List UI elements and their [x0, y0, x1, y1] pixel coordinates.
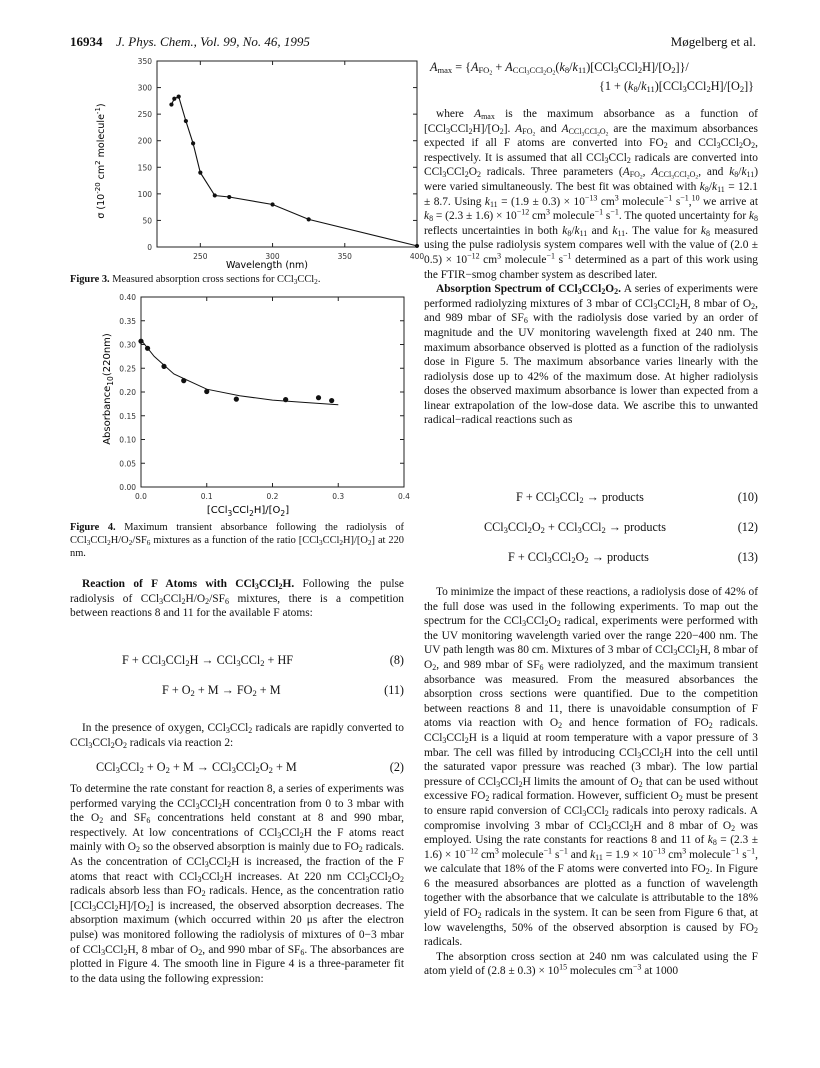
figure-4-x-axis-label: $[CCl_3CCl_2H]/[O_2]$: [206, 505, 290, 518]
fig4-x-tick-label: 0.2: [266, 492, 279, 501]
figure-3-x-axis-label: Wavelength (nm): [225, 260, 309, 271]
fig3-y-tick-label: 200: [137, 136, 152, 146]
equation-amax-line-2: $\{1 + (k_8/k_{11})[CCl_3CCl_2H]/[O_2]\}$: [599, 79, 754, 95]
fig4-y-tick-label: 0.00: [119, 483, 136, 492]
fig4-x-tick-label: 0.3: [332, 492, 345, 501]
equation-2-number: (2): [389, 760, 404, 774]
figure-3-y-axis-label: σ ($10^{-20}$ $cm^2$ molecule$^{-1}$): [94, 103, 107, 219]
fig3-x-tick-label: 400: [409, 252, 425, 261]
equation-2: [70, 760, 404, 778]
figure-4-data-point: [145, 346, 150, 351]
right-column-text-1: [424, 107, 758, 428]
figure-4-data-point: [316, 395, 321, 400]
figure-3-series-line: [171, 97, 417, 246]
paragraph-reaction-f-atoms: Reaction of F Atoms with CCl$_3$CCl$_2$H. Following the pulse radiolysis of $CCl_3CCl_2H/O_2/SF_6$ mixtures, there is a competition between reactions 8 and 11 for the available F atoms:: [70, 578, 404, 620]
figure-3-data-point: [172, 97, 176, 101]
equation-12-number: (12): [737, 520, 758, 534]
fig4-y-tick-label: 0.05: [119, 459, 136, 469]
paragraph-cross-section-240: The absorption cross section at 240 nm was calculated using the F atom yield of $(2.8 \pm 0.3) \times 10^{15}$ molecules $cm^{-3}$ at 1000: [424, 950, 758, 978]
page-number: 16934: [70, 34, 103, 49]
equation-8: [70, 653, 404, 671]
figure-4-label: Figure 4.: [70, 522, 116, 533]
fig4-plot-frame: [141, 297, 404, 487]
figure-4-data-point: [161, 364, 166, 369]
figure-3-data-point: [184, 119, 188, 123]
fig4-y-tick-label: 0.35: [119, 316, 136, 326]
equation-10: [424, 490, 758, 508]
fig3-y-tick-label: 0: [147, 243, 152, 252]
figure-3-data-point: [415, 244, 419, 248]
fig3-y-tick-label: 250: [137, 110, 152, 120]
equation-12: [424, 520, 758, 538]
fig3-x-tick-label: 250: [193, 252, 208, 261]
fig4-y-tick-label: 0.40: [119, 293, 136, 302]
equation-11: [70, 683, 404, 701]
equation-13-body: $F + CCl_3CCl_2O_2$ → products: [508, 550, 649, 566]
fig4-y-tick-label: 0.10: [119, 435, 136, 445]
equation-13: [424, 550, 758, 568]
figure-3-data-point: [198, 171, 202, 175]
fig3-x-tick-label: 350: [337, 252, 352, 261]
equation-13-number: (13): [737, 550, 758, 564]
paragraph-amax-definition: where $A_{max}$ is the maximum absorbance as a function of $[CCl_3CCl_2H]/[O_2]$. $A_{FO_2}$ and $A_{CCl_3CCl_2O_2}$ are the maximum absorbances expected if all F atoms are converted into $FO_2$ and $CCl_3CCl_2O_2$, respectively. It is assumed that all CCl$_3$CCl$_2$ radicals are converted into $CCl_3CCl_2O_2$ radicals. Three parameters ($A_{FO_2}$, $A_{CCl_3CCl_2O_2}$, and $k_8/k_{11}$) were varied simultaneously. The best fit was obtained with $k_8/k_{11} = 12.1 \pm 8.7$. Using $k_{11} = (1.9 \pm 0.3) \times 10^{-13}$ $cm^3$ molecule$^{-1}$ $s^{-1},^{10}$ we arrive at $k_8 = (2.3 \pm 1.6) \times 10^{-12}$ $cm^3$ molecule$^{-1}$ $s^{-1}$. The quoted uncertainty for $k_8$ reflects uncertainties in both $k_8/k_{11}$ and $k_{11}$. The value for $k_8$ measured using the pulse radiolysis system compares well with the value of $(2.0 \pm 0.5) \times 10^{-12}$ $cm^3$ molecule$^{-1}$ $s^{-1}$ determined as a part of this work using the FTIR−smog chamber system as described later.: [424, 108, 759, 281]
right-column-text-2: [424, 585, 758, 979]
figure-4-data-point: [329, 398, 334, 403]
figure-3: [70, 54, 425, 287]
figure-4: [70, 291, 410, 560]
figure-4-plot: [70, 291, 410, 519]
paragraph-rate-constant: To determine the rate constant for reaction 8, a series of experiments was performed varying the CCl$_3$CCl$_2$H concentration from 0 to 3 mbar with the $O_2$ and $SF_6$ concentrations held constant at 8 and 990 mbar, respectively. At low concentrations of CCl$_3$CCl$_2$H the F atoms react mainly with $O_2$ so the observed absorption is mainly due to $FO_2$ radicals. As the concentration of CCl$_3$CCl$_2$H is increased, the fraction of the F atoms that react with CCl$_3$CCl$_2$H increases. At 220 nm $CCl_3CCl_2O_2$ radicals absorb less than $FO_2$ radicals. Hence, as the concentration ratio $[CCl_3CCl_2H]/[O_2]$ is increased, the observed absorption decreases. The absorption maximum (which occurred within 20 μs after the electron pulse) was monitored following the radiolysis of mixtures of 0−3 mbar of CCl$_3$CCl$_2$H, 8 mbar of $O_2$, and 990 mbar of $SF_6$. The absorbances are plotted in Figure 4. The smooth line in Figure 4 is a three-parameter fit to the data using the following expression:: [70, 783, 405, 985]
fig4-y-tick-label: 0.25: [119, 364, 136, 374]
figure-3-data-point: [191, 141, 195, 145]
equation-10-number: (10): [737, 490, 758, 504]
author-running-head: Møgelberg et al.: [670, 34, 756, 49]
left-column-text-1: [70, 577, 404, 621]
fig3-x-tick-label: 300: [265, 252, 280, 261]
figure-3-data-point: [307, 217, 311, 221]
fig3-y-tick-label: 300: [137, 83, 152, 93]
figure-3-data-point: [177, 95, 181, 99]
section-heading-reaction-f-atoms: Reaction of F Atoms with CCl$_3$CCl$_2$H.: [82, 578, 295, 591]
figure-4-data-point: [138, 339, 143, 344]
figure-4-y-axis-label: Absorbance$_{10}$(220nm): [102, 333, 115, 445]
fig4-y-tick-label: 0.15: [119, 411, 136, 421]
figure-3-data-point: [270, 202, 274, 206]
fig3-y-tick-label: 150: [137, 163, 152, 173]
fig3-y-tick-label: 50: [142, 216, 152, 226]
figure-3-data-point: [213, 193, 217, 197]
fig4-x-tick-label: 0.1: [200, 492, 213, 501]
equation-12-body: $CCl_3CCl_2O_2 + CCl_3CCl_2$ → products: [484, 520, 666, 536]
figure-4-data-point: [234, 397, 239, 402]
paragraph-oxygen-conversion: In the presence of oxygen, CCl$_3$CCl$_2$ radicals are rapidly converted to $CCl_3CCl_2O_2$ radicals via reaction 2:: [70, 722, 404, 750]
equation-amax-line-1: $A_{max} = \{A_{FO_2} + A_{CCl_3CCl_2O_2}(k_8/k_{11})[CCl_3CCl_2H]/[O_2]\}/$: [430, 60, 689, 77]
figure-4-data-point: [204, 389, 209, 394]
section-heading-absorption-spectrum: Absorption Spectrum of $CCl_3CCl_2O_2$.: [436, 283, 622, 297]
paragraph-absorption-spectrum: Absorption Spectrum of $CCl_3CCl_2O_2$. A series of experiments were performed radiolyzing mixtures of 3 mbar of CCl$_3$CCl$_2$H, 8 mbar of $O_2$, and 989 mbar of $SF_6$ with the radiolysis dose varied by an order of magnitude and the UV monitoring wavelength fixed at 240 nm. The maximum absorbance observed is plotted as a function of the radiolysis dose in Figure 5. The maximum absorbance varies linearly with the radiolysis dose up to 42% of the maximum dose. At higher radiolysis doses the observed maximum absorbance is lower than expected from a linear extrapolation of the low-dose data. We ascribe this to unwanted radical−radical reactions such as: [424, 283, 759, 427]
running-header: [70, 34, 756, 54]
equation-11-number: (11): [384, 683, 404, 697]
equation-2-body: $CCl_3CCl_2 + O_2 + M \to CCl_3CCl_2O_2 + M$: [96, 760, 297, 776]
figure-4-data-point: [181, 378, 186, 383]
figure-3-caption: [70, 274, 404, 287]
figure-3-plot: [70, 54, 425, 272]
left-column-text-3: [70, 782, 404, 986]
left-column-text-2: [70, 721, 404, 750]
fig4-x-tick-label: 0.0: [135, 492, 147, 501]
fig4-x-tick-label: 0.4: [398, 492, 410, 501]
equation-8-number: (8): [389, 653, 404, 667]
figure-3-caption-text: Measured absorption cross sections for CCl$_3$CCl$_2$.: [112, 274, 321, 286]
figure-4-data-point: [283, 397, 288, 402]
equation-amax: [430, 58, 760, 96]
figure-4-fit-curve: [141, 340, 338, 405]
figure-3-data-point: [227, 195, 231, 199]
equation-8-body: F + CCl$_3$CCl$_2$H → CCl$_3$CCl$_2$ + HF: [122, 653, 294, 669]
journal-citation: J. Phys. Chem., Vol. 99, No. 46, 1995: [116, 34, 310, 49]
fig3-y-tick-label: 100: [137, 189, 152, 199]
figure-4-caption-text: Maximum transient absorbance following the radiolysis of $CCl_3CCl_2H/O_2/SF_6$ mixtures as a function of the ratio $[CCl_3CCl_2H]/[O_2]$ at 220 nm.: [70, 522, 404, 559]
equation-10-body: F + CCl$_3$CCl$_2$ → products: [516, 490, 644, 506]
figure-3-data-point: [169, 102, 173, 106]
paragraph-minimize-impact: To minimize the impact of these reactions, a radiolysis dose of 42% of the full dose was used in the following experiments. To map out the spectrum for the $CCl_3CCl_2O_2$ radical, experiments were performed with the UV monitoring wavelength varied over the range 220−400 nm. The UV path length was 80 cm. Mixtures of 3 mbar of CCl$_3$CCl$_2$H, 8 mbar of $O_2$, and 989 mbar of $SF_6$ were radiolyzed, and the maximum transient absorbance was measured. From the measured absorbances the absorption cross sections were quantified. Due to the competition between reactions 8 and 11, there is unavoidable consumption of F atoms via reaction with $O_2$ and hence formation of $FO_2$ radicals. CCl$_3$CCl$_2$H is a liquid at room temperature with a vapor pressure of 3 mbar. The cell was filled by introducing CCl$_3$CCl$_2$H into the cell until the saturated vapor pressure was reached (3 mbar). The low partial pressure of CCl$_3$CCl$_2$H limits the amount of $O_2$ that can be used without excessive $FO_2$ radical formation. However, sufficient $O_2$ must be present to ensure rapid conversion of CCl$_3$CCl$_2$ radicals into peroxy radicals. A compromise involving 3 mbar of CCl$_3$CCl$_2$H and 8 mbar of $O_2$ was employed. Using the rate constants for reactions 8 and 11 of $k_8 = (2.3 \pm 1.6) \times 10^{-12}$ $cm^3$ molecule$^{-1}$ $s^{-1}$ and $k_{11} = 1.9 \times 10^{-13}$ $cm^3$ molecule$^{-1}$ $s^{-1}$, we calculate that 18% of the F atoms were converted into $FO_2$. In Figure 6 the measured absorbances are plotted as a function of wavelength together with the absorbance that we calculate is attributable to the 18% yield of $FO_2$ radicals in the system. It can be seen from Figure 6 that, at low wavelengths, 50% of the observed absorption is caused by $FO_2$ radicals.: [424, 586, 759, 949]
equation-11-body: $F + O_2 + M \to FO_2 + M$: [162, 683, 281, 699]
fig4-y-tick-label: 0.20: [119, 388, 136, 397]
figure-4-caption: [70, 522, 404, 560]
fig3-y-tick-label: 350: [137, 57, 152, 66]
fig4-y-tick-label: 0.30: [119, 340, 136, 350]
figure-3-label: Figure 3.: [70, 274, 110, 285]
